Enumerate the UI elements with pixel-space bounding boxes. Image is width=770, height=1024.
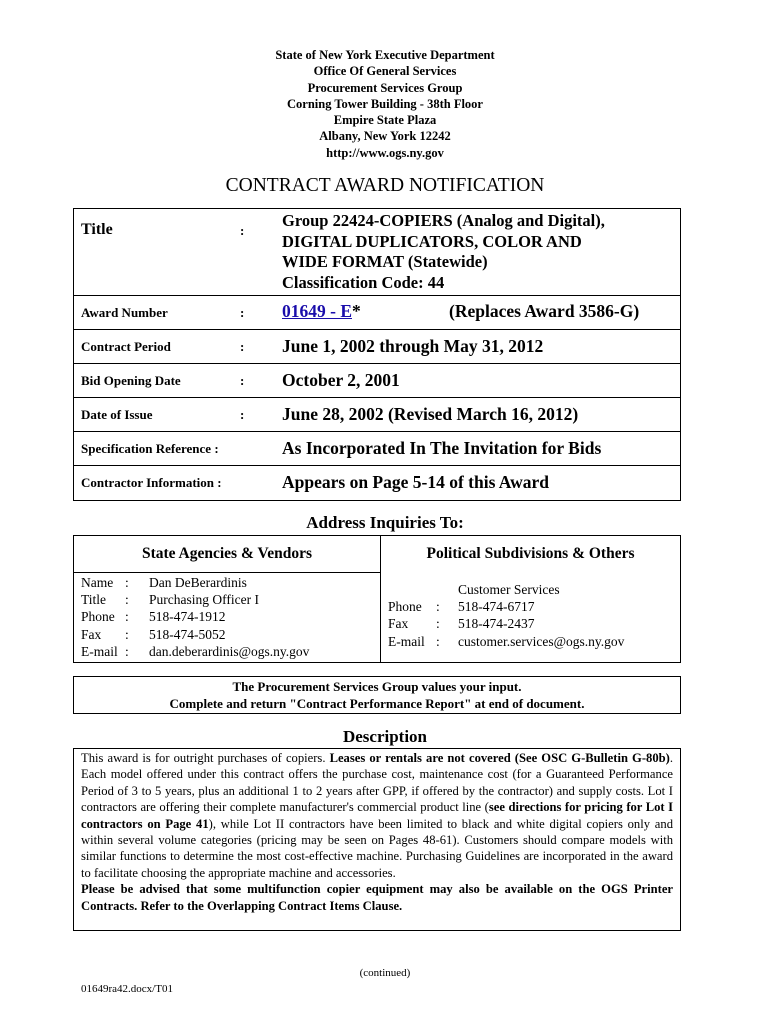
header-line-building: Corning Tower Building - 38th Floor [287, 96, 483, 111]
header-line-state: State of New York Executive Department [275, 48, 495, 62]
address-table [73, 535, 681, 663]
feedback-notice [73, 676, 681, 714]
contact-title-row: Title : Purchasing Officer I [81, 592, 259, 608]
contact-phone-row: Phone : 518-474-1912 [81, 609, 226, 625]
printer-contracts-notice: Please be advised that some multifunction copier equipment may also be available on the OGS Printer Contracts. Refer to the Overlapping Contract Items Clause. [81, 882, 673, 913]
customer-services-name: Customer Services [458, 582, 560, 597]
cs-phone-row: Phone : 518-474-6717 [388, 599, 535, 615]
row-spec-reference [74, 431, 680, 466]
colon: : [240, 407, 245, 422]
colon: : [240, 373, 245, 388]
title-label: Title [81, 221, 113, 238]
row-date-issue [74, 397, 680, 432]
contact-fax-row: Fax : 518-474-5052 [81, 626, 226, 642]
contractor-info-label: Contractor Information : [81, 475, 222, 490]
description-heading: Description [342, 727, 428, 746]
continued-label: (continued) [359, 967, 411, 979]
description-paragraph: This award is for outright purchases of copiers. Leases or rentals are not covered (See OSC G-Bulletin G-80b). Each model offered under this contract offers the purchase cost, maintenance cost (for a Guaranteed Performance Period of 3 to 5 years, plus an additional 1 to 2 years after GPP, if offered by the contractor) and supply costs. Lot I contractors are offering their complete manufacturer's commercial product line (see directions for pricing for Lot I contractors on Page 41), while Lot II contractors have been limited to black and white digital copiers only and within several volume categories (pricing may be seen on Pages 48-61). Customers should compare models with similar functions to determine the most cost-effective machine. Purchasing Guidelines are incorporated in the award to facilitate choosing the appropriate machine and accessories. [81, 751, 674, 880]
cs-phone: 518-474-6717 [458, 599, 535, 615]
title-line: WIDE FORMAT (Statewide) [282, 252, 488, 271]
award-info-table [73, 208, 681, 501]
contact-phone: 518-474-1912 [149, 609, 226, 625]
contact-title: Purchasing Officer I [149, 592, 259, 608]
award-number-link[interactable]: 01649 - E [282, 301, 352, 321]
spec-reference-label: Specification Reference : [81, 441, 219, 456]
header-line-office: Office Of General Services [313, 64, 457, 79]
colon: : [240, 223, 245, 238]
contact-fax: 518-474-5052 [149, 626, 226, 642]
cs-fax-row: Fax : 518-474-2437 [388, 616, 535, 632]
title-line: Classification Code: 44 [282, 272, 445, 292]
contract-period-value: June 1, 2002 through May 31, 2012 [282, 336, 544, 356]
award-number-asterisk: * [352, 301, 361, 321]
feedback-line-2: Complete and return "Contract Performance Report" at end of document. [169, 695, 585, 711]
header-divider [74, 572, 380, 573]
address-heading: Address Inquiries To: [306, 513, 464, 532]
contact-name-row: Name : Dan DeBerardinis [81, 575, 247, 590]
file-name: 01649ra42.docx/T01 [81, 983, 173, 995]
colon: : [240, 339, 245, 354]
row-award-number [74, 295, 680, 330]
title-line: DIGITAL DUPLICATORS, COLOR AND [282, 231, 582, 251]
cs-email-link[interactable]: customer.services@ogs.ny.gov [458, 633, 625, 649]
date-issue-label: Date of Issue [81, 407, 153, 422]
contact-email-link[interactable]: dan.deberardinis@ogs.ny.gov [149, 643, 310, 659]
title-value [282, 211, 605, 293]
header-line-group: Procurement Services Group [307, 80, 463, 95]
bid-opening-label: Bid Opening Date [81, 373, 181, 388]
bid-opening-value: October 2, 2001 [282, 370, 400, 390]
agency-header [0, 47, 770, 161]
document-title: CONTRACT AWARD NOTIFICATION [225, 175, 545, 196]
header-website-link[interactable]: http://www.ogs.ny.gov [326, 145, 444, 160]
row-title [74, 209, 680, 295]
row-contractor-info [74, 465, 680, 501]
political-subdivisions-heading: Political Subdivisions & Others [426, 545, 635, 562]
spec-reference-value: As Incorporated In The Invitation for Bids [282, 438, 602, 458]
header-line-city: Albany, New York 12242 [319, 129, 451, 144]
customer-services-contact [388, 581, 624, 650]
colon: : [240, 305, 245, 320]
replaces-award: (Replaces Award 3586-G) [449, 301, 640, 321]
header-line-plaza: Empire State Plaza [333, 113, 437, 128]
description-box [73, 748, 681, 931]
contact-email-row: E-mail : dan.deberardinis@ogs.ny.gov [81, 643, 310, 659]
award-number-value [282, 301, 361, 322]
row-contract-period [74, 329, 680, 364]
feedback-line-1: The Procurement Services Group values your input. [232, 679, 522, 694]
date-issue-value: June 28, 2002 (Revised March 16, 2012) [282, 404, 579, 424]
state-agencies-heading: State Agencies & Vendors [141, 545, 313, 562]
contractor-info-value: Appears on Page 5-14 of this Award [282, 472, 550, 492]
title-line: Group 22424-COPIERS (Analog and Digital), [282, 211, 605, 230]
cs-fax: 518-474-2437 [458, 616, 535, 632]
contact-name: Dan DeBerardinis [149, 575, 247, 590]
award-number-label: Award Number [81, 305, 168, 320]
state-contact [81, 574, 309, 660]
cs-email-row: E-mail : customer.services@ogs.ny.gov [388, 633, 625, 649]
contract-period-label: Contract Period [81, 339, 171, 354]
row-bid-opening [74, 363, 680, 398]
